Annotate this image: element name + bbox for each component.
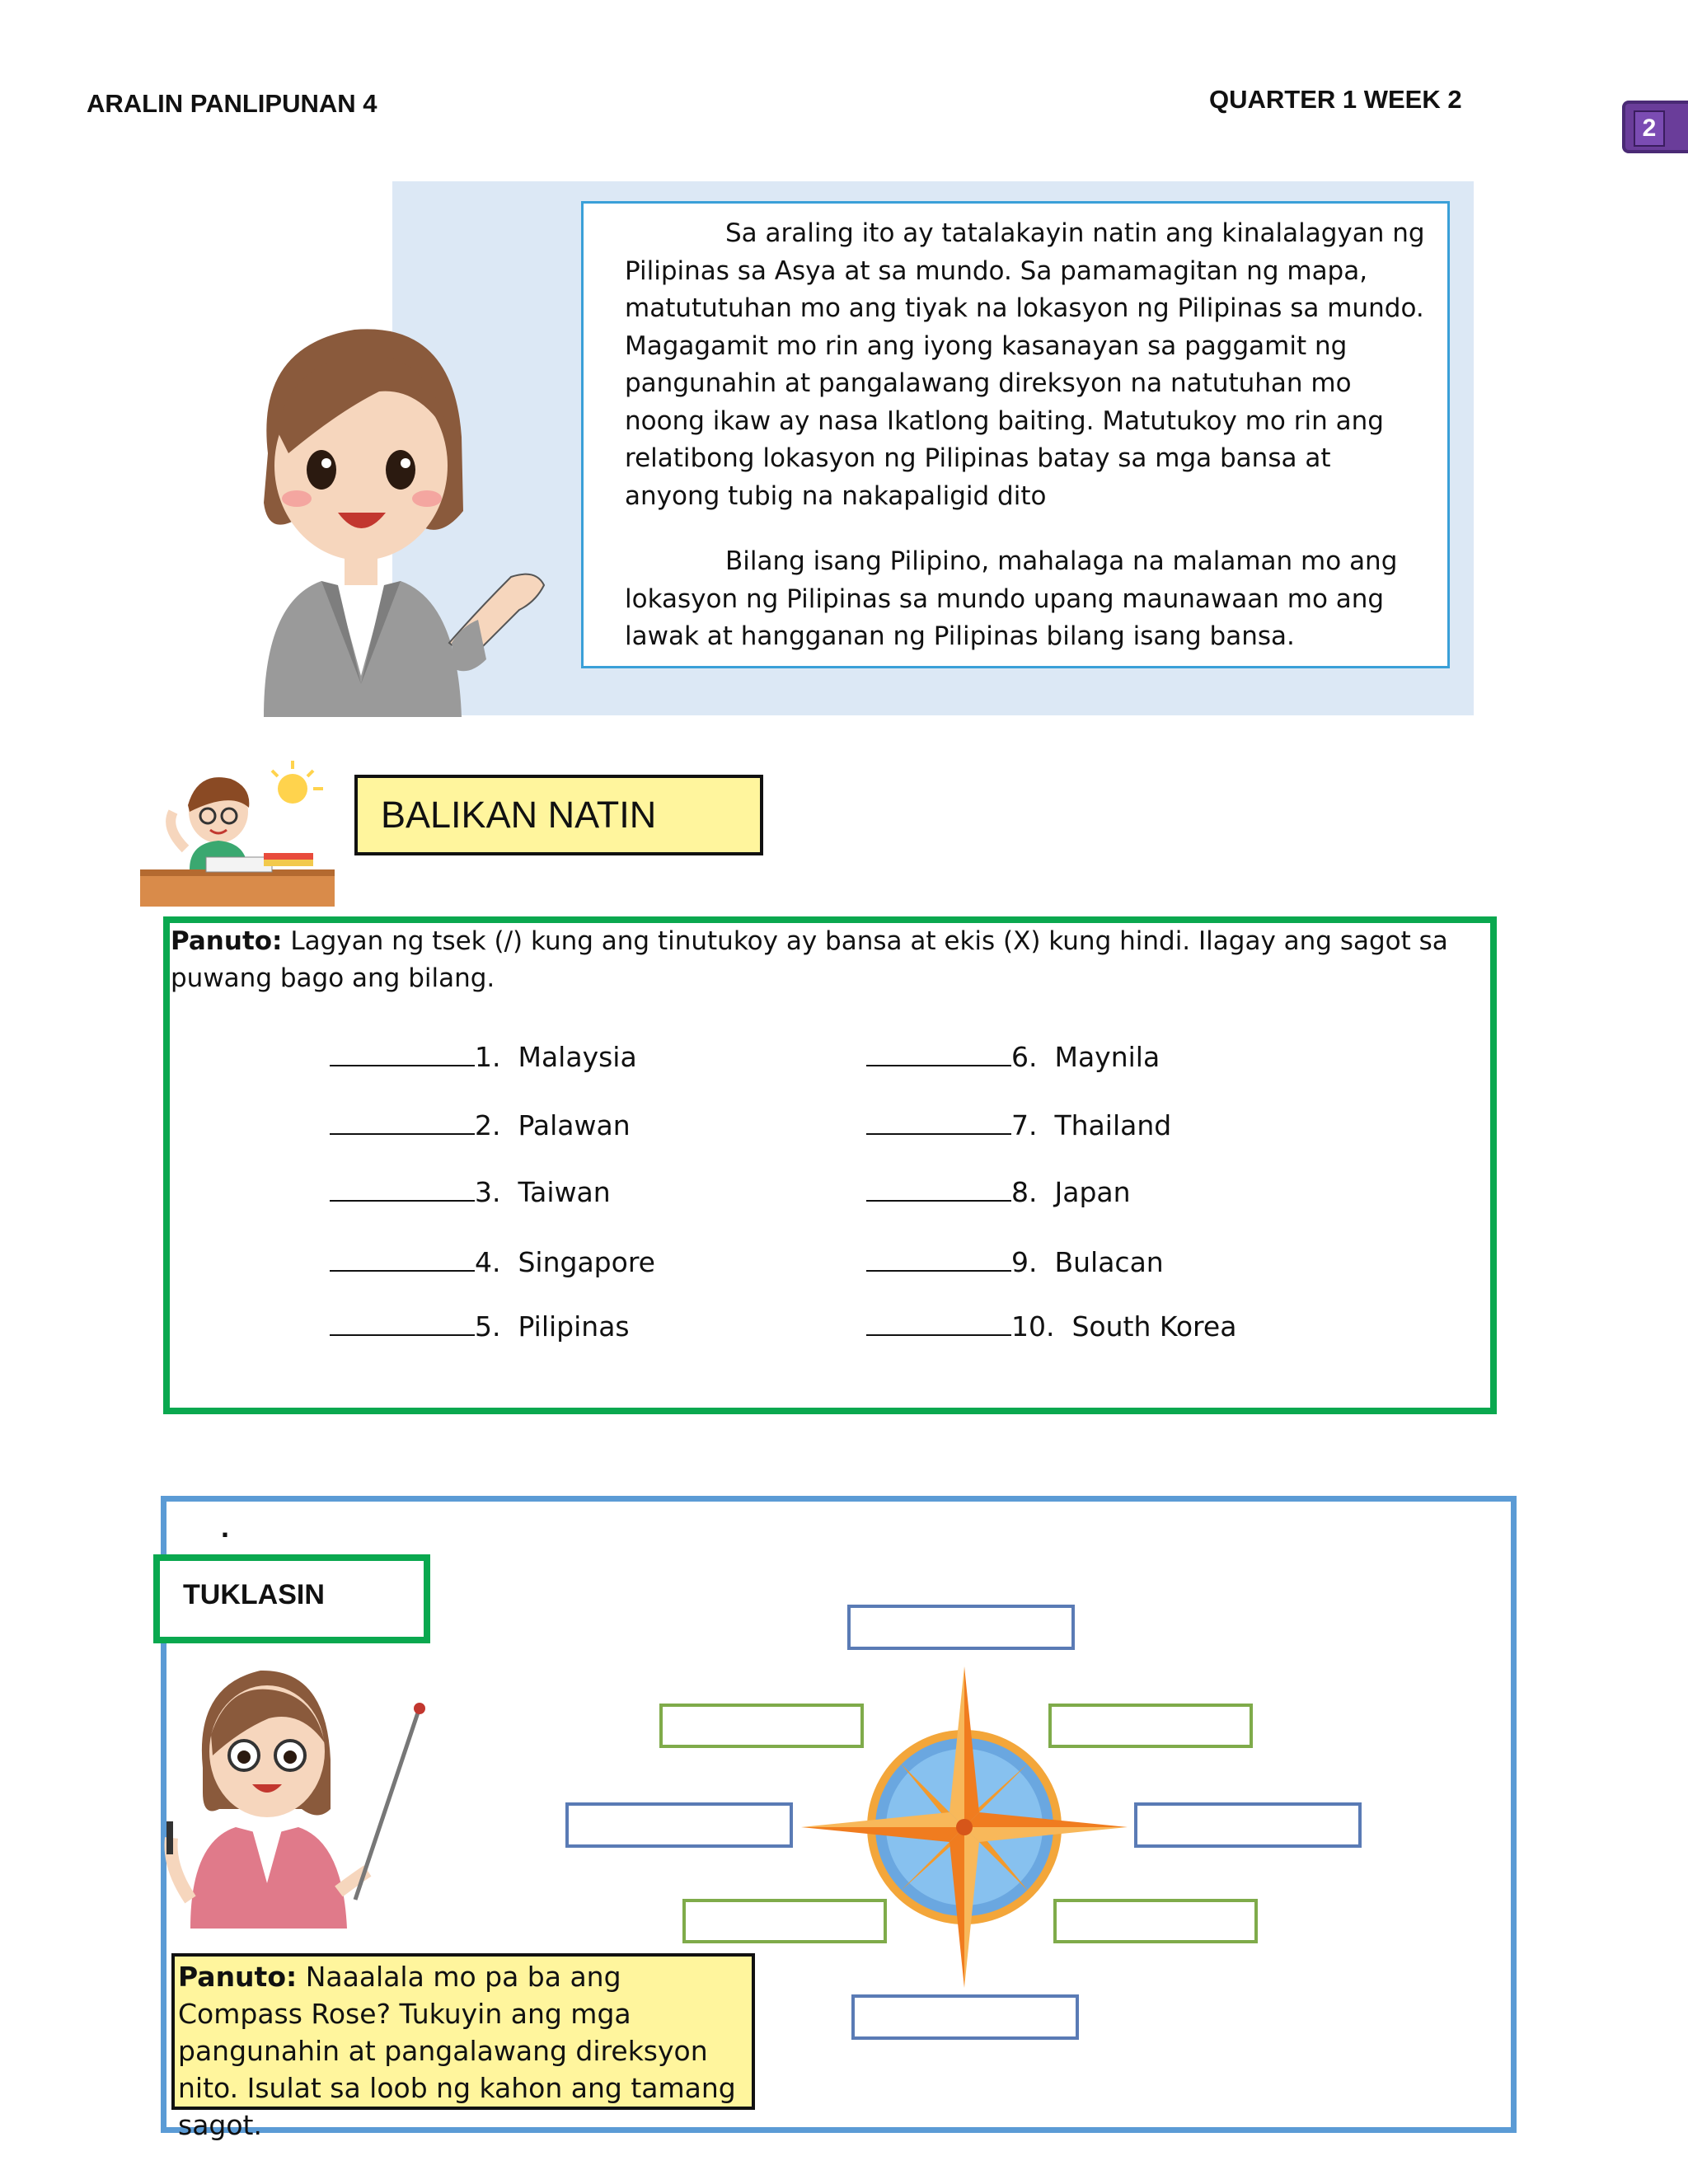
list-item: 4. Singapore	[330, 1245, 655, 1279]
balikan-title: BALIKAN NATIN	[354, 775, 763, 855]
student-illustration	[140, 754, 335, 907]
panuto-text: Lagyan ng tsek (/) kung ang tinutukoy ay bansa at ekis (X) kung hindi. Ilagay ang sagot sa puwang bago ang bilang.	[171, 926, 1448, 993]
west-answer-box[interactable]	[565, 1802, 793, 1848]
list-item: 3. Taiwan	[330, 1175, 611, 1209]
panuto-label: Panuto:	[178, 1961, 298, 1993]
page-number-tab	[1622, 101, 1688, 153]
teacher-pointer-illustration	[162, 1652, 434, 1929]
list-item: 7. Thailand	[866, 1108, 1171, 1142]
compass-rose-icon	[799, 1666, 1129, 1988]
tuklasin-instructions	[171, 1953, 755, 2141]
answer-blank[interactable]	[330, 1310, 475, 1336]
answer-blank[interactable]	[866, 1310, 1011, 1336]
list-item: 2. Palawan	[330, 1108, 631, 1142]
list-item: 8. Japan	[866, 1175, 1131, 1209]
east-answer-box[interactable]	[1134, 1802, 1362, 1848]
north-answer-box[interactable]	[847, 1605, 1075, 1650]
answer-blank[interactable]	[866, 1175, 1011, 1202]
balikan-instructions	[171, 923, 1489, 997]
answer-blank[interactable]	[866, 1108, 1011, 1135]
list-item: 10. South Korea	[866, 1310, 1236, 1343]
list-item: 6. Maynila	[866, 1040, 1160, 1074]
list-item: 5. Pilipinas	[330, 1310, 630, 1343]
page-number: 2	[1634, 110, 1665, 147]
panuto-text: Naaalala mo pa ba ang Compass Rose? Tukuyin ang mga pangunahin at pangalawang direksyon nito. Isulat sa loob ng kahon ang tamang sagot.	[178, 1961, 736, 2141]
answer-blank[interactable]	[330, 1108, 475, 1135]
stray-dot: .	[221, 1510, 230, 1544]
teacher-illustration	[239, 297, 569, 717]
south-answer-box[interactable]	[851, 1994, 1079, 2040]
intro-paragraph-2: Bilang isang Pilipino, mahalaga na malaman mo ang lokasyon ng Pilipinas sa mundo upang maunawaan mo ang lawak at hangganan ng Pilipinas bilang isang bansa.	[625, 546, 1398, 651]
list-item: 1. Malaysia	[330, 1040, 637, 1074]
tuklasin-title: TUKLASIN	[153, 1554, 430, 1643]
intro-paragraph-1: Sa araling ito ay tatalakayin natin ang kinalalagyan ng Pilipinas sa Asya at sa mundo. Sa pamamagitan ng mapa, matututuhan mo ang tiyak na lokasyon ng Pilipinas sa mundo. Magagamit mo rin ang iyong kasanayan sa paggamit ng pangunahin at pangalawang direksyon na natutuhan mo noong ikaw ay nasa Ikatlong baiting. Matutukoy mo rin ang relatibong lokasyon ng Pilipinas batay sa mga bansa at anyong tubig na nakapaligid dito	[625, 218, 1425, 511]
subject-header: ARALIN PANLIPUNAN 4	[87, 89, 377, 118]
intro-text-box	[581, 201, 1450, 668]
answer-blank[interactable]	[330, 1040, 475, 1066]
answer-blank[interactable]	[330, 1245, 475, 1272]
answer-blank[interactable]	[866, 1040, 1011, 1066]
list-item: 9. Bulacan	[866, 1245, 1164, 1279]
panuto-label: Panuto:	[171, 926, 283, 956]
answer-blank[interactable]	[330, 1175, 475, 1202]
quarter-header: QUARTER 1 WEEK 2	[1209, 85, 1462, 114]
answer-blank[interactable]	[866, 1245, 1011, 1272]
